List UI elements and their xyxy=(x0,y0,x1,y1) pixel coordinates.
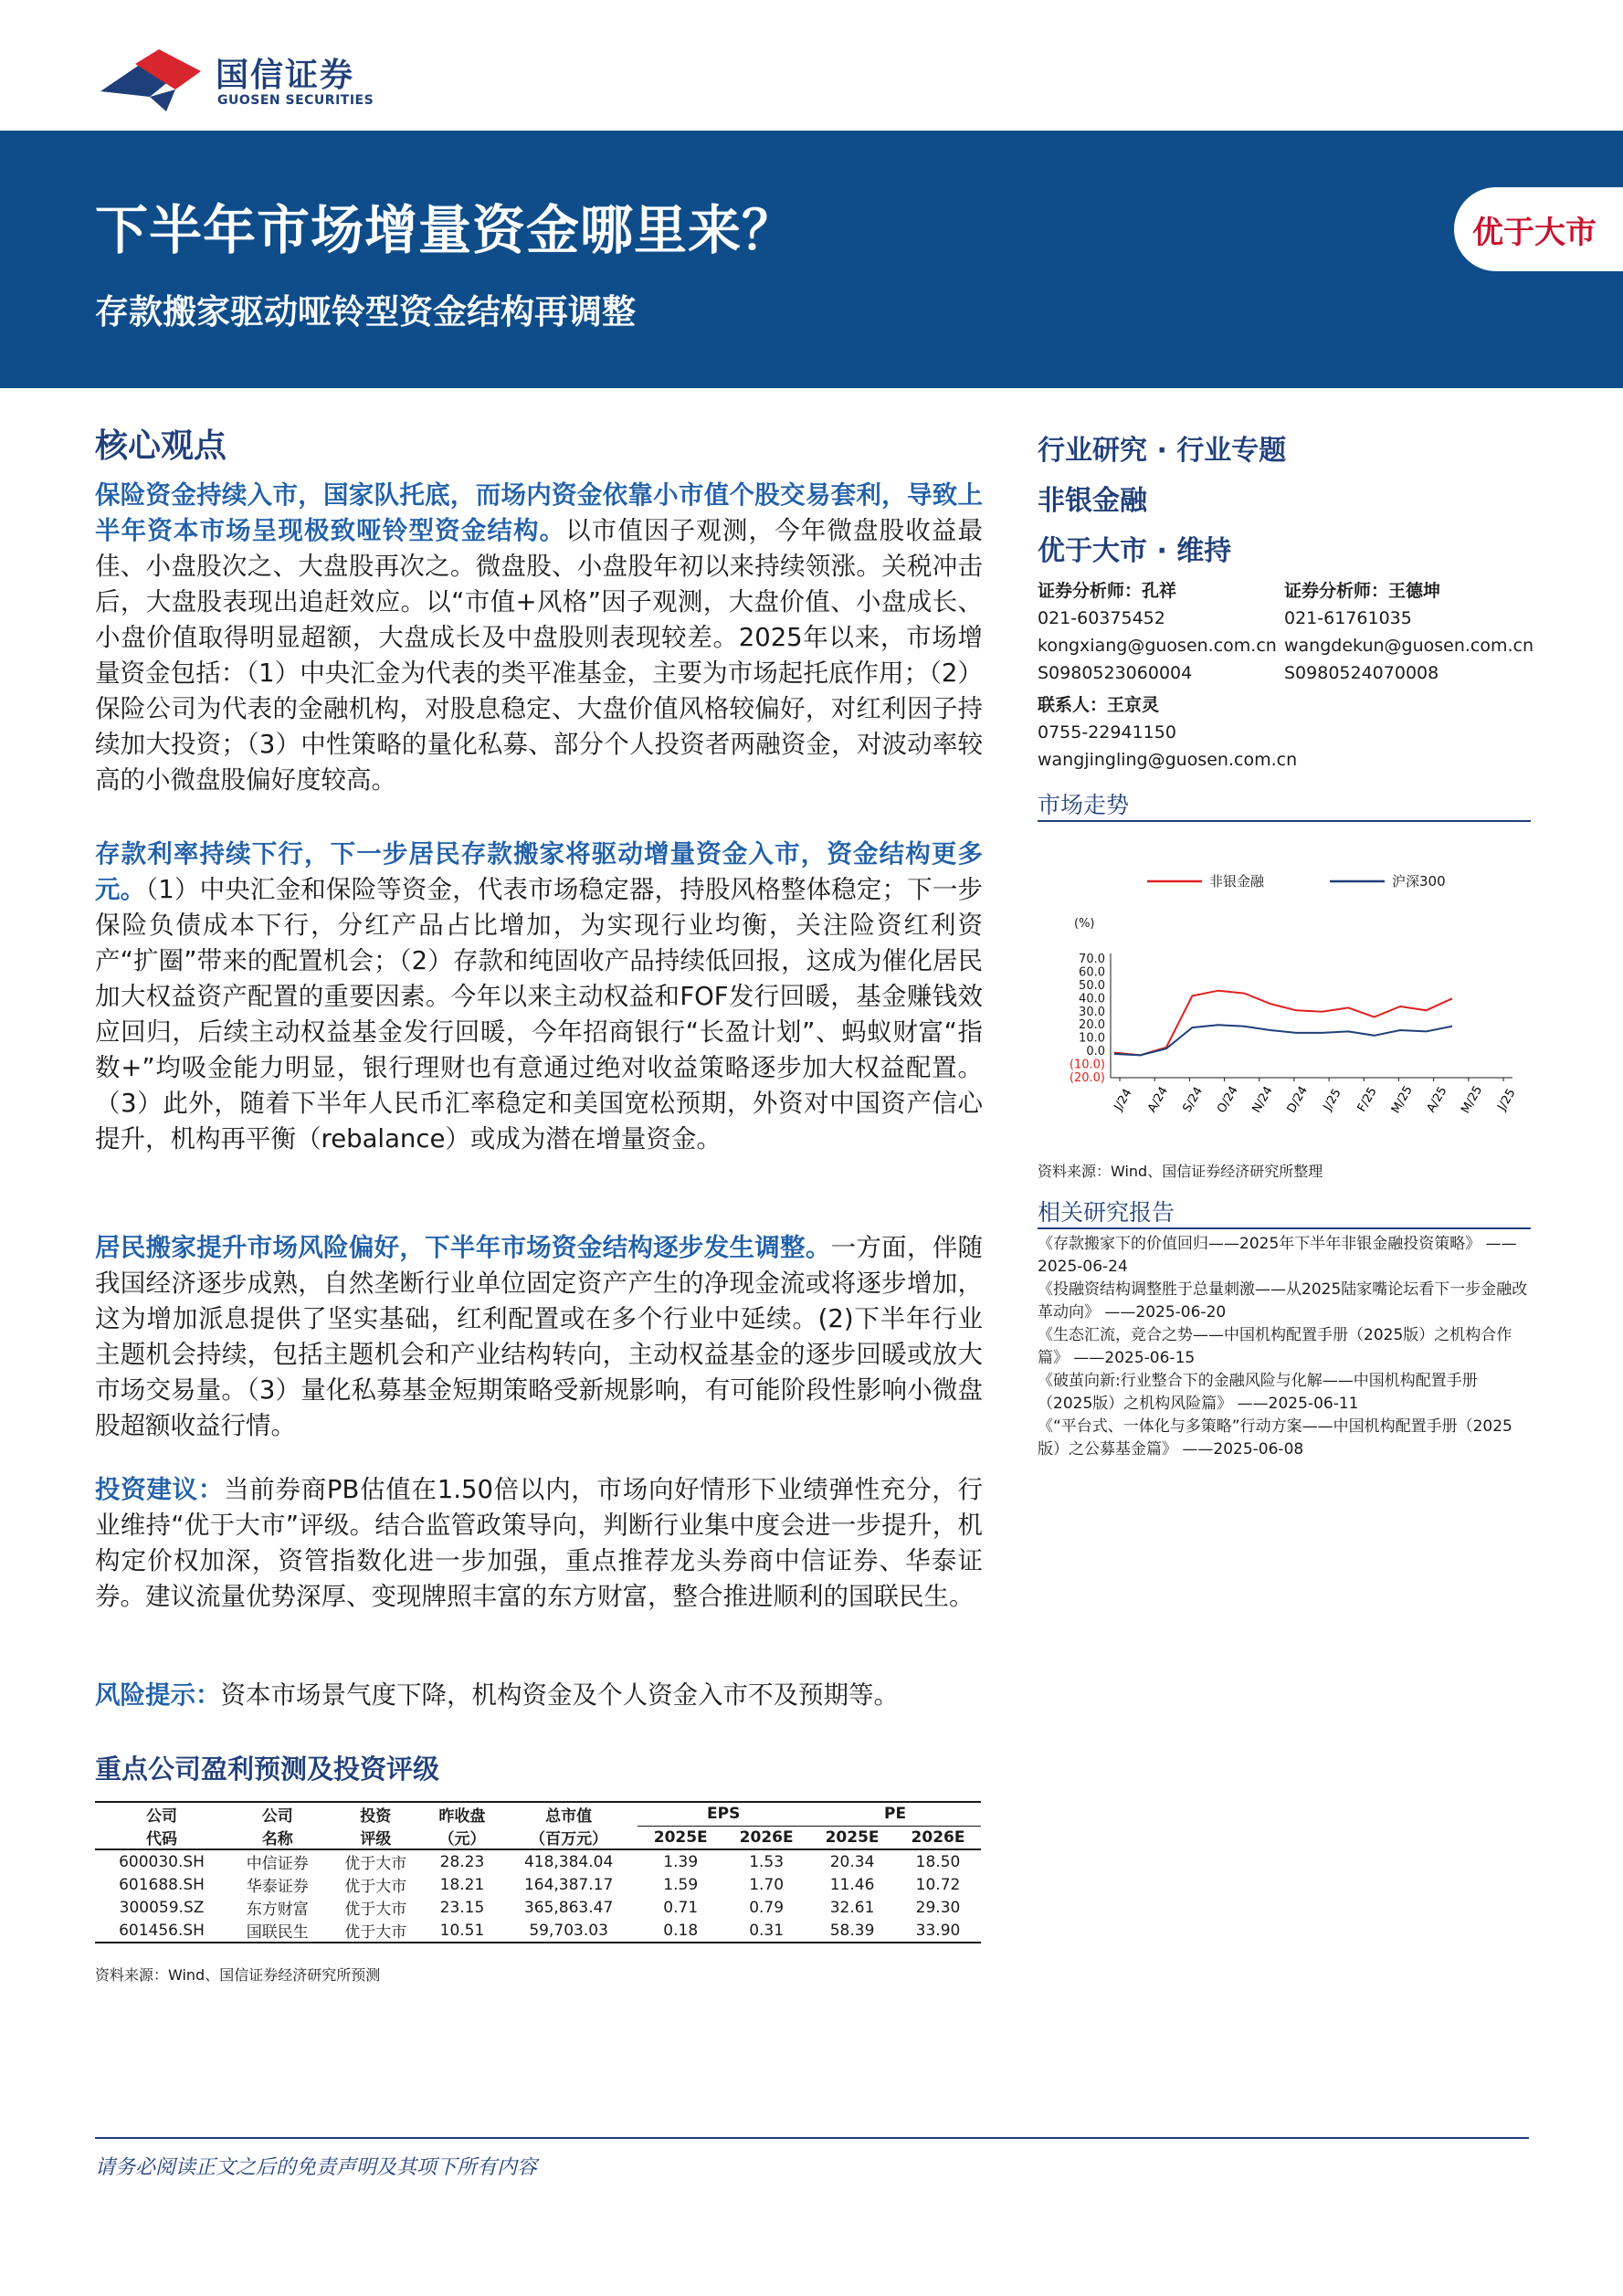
paragraph-3-text: 一方面，伴随我国经济逐步成熟，自然垄断行业单位固定资产产生的净现金流或将逐步增加，这为增加派息提供了坚实基础，红利配置或在多个行业中延续。(2)下半年行业主题机会持续，包括主题机会和产业结构转向，主动权益基金的逐步回暖或放大市场交易量。（3）量化私募基金短期策略受新规影响，有可能阶段性影响小微盘股超额收益行情。 xyxy=(95,1233,984,1440)
paragraph-4 xyxy=(95,1472,983,1615)
y-unit-label: (%) xyxy=(1074,917,1095,931)
report-subtitle: 存款搬家驱动哑铃型资金结构再调整 xyxy=(95,292,636,332)
table-cell: 0.31 xyxy=(749,1921,785,1940)
x-tick-label: A/24 xyxy=(1145,1084,1172,1115)
paragraph-5-highlight: 风险提示： xyxy=(95,1680,221,1710)
table-cell: 优于大市 xyxy=(344,1878,407,1896)
x-tick-label: M/25 xyxy=(1459,1083,1486,1116)
y-tick-label: 70.0 xyxy=(1079,953,1105,966)
paragraph-1-text: 以市值因子观测，今年微盘股收益最佳、小盘股次之、大盘股再次之。微盘股、小盘股年初以来持续领涨。关税冲击后，大盘股表现出追赶效应。以“市值+风格”因子观测，大盘价值、小盘成长、小盘价值取得明显超额，大盘成长及中盘股则表现较差。2025年以来，市场增量资金包括：（1）中央汇金为代表的类平准基金，主要为市场起托底作用；（2）保险公司为代表的金融机构，对股息稳定、大盘价值风格较偏好，对红利因子持续加大投资；（3）中性策略的量化私募、部分个人投资者两融资金，对波动率较高的小微盘股偏好度较高。 xyxy=(95,516,984,795)
table-cell: 1.59 xyxy=(663,1875,699,1894)
paragraph-2-text: （1）中央汇金和保险等资金，代表市场稳定器，持股风格整体稳定；下一步保险负债成本下行，分红产品占比增加，为实现行业均衡，关注险资红利资产“扩圈”带来的配置机会；（2）存款和纯固收产品持续低回报，这成为催化居民加大权益资产配置的重要因素。今年以来主动权益和FOF发行回暖，基金赚钱效应回归，后续主动权益基金发行回暖，今年招商银行“长盈计划”、蚂蚁财富“指数+”均吸金能力明显，银行理财也有意通过绝对收益策略逐步加大权益配置。（3）此外，随着下半年人民币汇率稳定和美国宽松预期，外资对中国资产信心提升，机构再平衡（rebalance）或成为潜在增量资金。 xyxy=(95,875,984,1153)
related-report-item[interactable]: 《破茧向新:行业整合下的金融风险与化解——中国机构配置手册（2025版）之机构风险篇》 ——2025-06-11 xyxy=(1038,1372,1478,1413)
paragraph-4-highlight: 投资建议： xyxy=(95,1475,225,1504)
th-rating: 投资 评级 xyxy=(360,1807,392,1848)
table-cell: 418,384.04 xyxy=(523,1852,614,1871)
th-mcap: 总市值 （百万元） xyxy=(530,1807,608,1848)
related-report-item[interactable]: 《“平台式、一体化与多策略”行动方案——中国机构配置手册（2025版）之公募基金篇》 ——2025-06-08 xyxy=(1038,1417,1512,1459)
analyst-1-label: 证券分析师：孔祥 xyxy=(1038,581,1177,601)
title-banner xyxy=(0,131,1623,388)
table-source: 资料来源：Wind、国信证券经济研究所预测 xyxy=(95,1966,381,1984)
table-row xyxy=(95,1873,981,1896)
analyst-2-email[interactable]: wangdekun@guosen.com.cn xyxy=(1284,636,1534,656)
x-tick-label: O/24 xyxy=(1215,1084,1241,1116)
contact-label: 联系人：王京灵 xyxy=(1038,695,1160,715)
series-line xyxy=(1114,1025,1452,1055)
th-eps-2026: 2026E xyxy=(739,1827,794,1847)
contact-email[interactable]: wangjingling@guosen.com.cn xyxy=(1038,750,1298,770)
paragraph-2 xyxy=(95,837,983,1157)
table-cell: 中信证券 xyxy=(246,1855,309,1873)
legend-label: 沪深300 xyxy=(1392,873,1446,890)
table-cell: 1.53 xyxy=(749,1852,785,1871)
table-cell: 18.21 xyxy=(439,1875,485,1894)
x-tick-label: J/25 xyxy=(1321,1086,1344,1113)
table-cell: 国联民生 xyxy=(246,1923,309,1942)
y-tick-label: 50.0 xyxy=(1079,978,1105,993)
table-cell: 优于大市 xyxy=(344,1923,407,1942)
logo-text-en: GUOSEN SECURITIES xyxy=(217,93,374,108)
analyst-1-phone: 021-60375452 xyxy=(1038,608,1165,628)
related-report-item[interactable]: 《存款搬家下的价值回归——2025年下半年非银金融投资策略》 ——2025-06-24 xyxy=(1038,1235,1517,1276)
related-report-item[interactable]: 《投融资结构调整胜于总量刺激——从2025陆家嘴论坛看下一步金融改革动向》 ——2025-06-20 xyxy=(1038,1280,1528,1322)
table-cell: 33.90 xyxy=(915,1921,961,1940)
table-cell: 58.39 xyxy=(829,1921,875,1940)
th-name: 公司 名称 xyxy=(261,1807,293,1848)
th-code: 公司 代码 xyxy=(146,1807,178,1848)
x-tick-label: A/25 xyxy=(1424,1084,1450,1115)
table-cell: 1.39 xyxy=(663,1852,699,1871)
table-cell: 32.61 xyxy=(829,1898,875,1917)
x-tick-label: D/24 xyxy=(1284,1084,1312,1116)
industry-name: 非银金融 xyxy=(1038,485,1147,517)
report-title: 下半年市场增量资金哪里来？ xyxy=(95,199,796,261)
table-cell: 365,863.47 xyxy=(523,1898,614,1917)
paragraph-3-highlight: 居民搬家提升市场风险偏好，下半年市场资金结构逐步发生调整。 xyxy=(95,1233,831,1262)
rating-tag-label: 优于大市 xyxy=(1472,215,1597,251)
table-cell: 601456.SH xyxy=(119,1921,205,1940)
table-cell: 东方财富 xyxy=(246,1901,309,1919)
table-cell: 10.51 xyxy=(439,1921,485,1940)
table-cell: 601688.SH xyxy=(119,1875,205,1894)
table-cell: 0.18 xyxy=(663,1921,699,1940)
table-title: 重点公司盈利预测及投资评级 xyxy=(95,1754,440,1785)
analyst-2-phone: 021-61761035 xyxy=(1284,608,1412,628)
table-cell: 29.30 xyxy=(915,1898,961,1917)
industry-rating: 优于大市 · 维持 xyxy=(1038,535,1232,567)
table-cell: 164,387.17 xyxy=(523,1875,614,1894)
analyst-2-cert: S0980524070008 xyxy=(1284,663,1439,683)
series-line xyxy=(1114,991,1452,1056)
table-cell: 300059.SZ xyxy=(119,1898,205,1917)
footer-disclaimer: 请务必阅读正文之后的免责声明及其项下所有内容 xyxy=(95,2156,538,2179)
th-pe-2025: 2025E xyxy=(825,1827,880,1847)
y-tick-label: (20.0) xyxy=(1069,1071,1105,1085)
paragraph-5-text: 资本市场景气度下降，机构资金及个人资金入市不及预期等。 xyxy=(220,1680,899,1710)
analyst-2-label: 证券分析师：王德坤 xyxy=(1284,581,1441,601)
table-cell: 10.72 xyxy=(915,1875,961,1894)
paragraph-3 xyxy=(95,1230,983,1444)
logo-text-cn: 国信证券 xyxy=(216,57,355,94)
y-tick-label: 10.0 xyxy=(1079,1031,1105,1046)
y-tick-label: 20.0 xyxy=(1079,1018,1105,1033)
y-tick-label: 0.0 xyxy=(1086,1045,1105,1059)
related-heading: 相关研究报告 xyxy=(1038,1195,1531,1229)
y-tick-label: (10.0) xyxy=(1069,1058,1105,1072)
analyst-2 xyxy=(1284,577,1534,687)
th-pe: PE xyxy=(809,1802,981,1826)
table-cell: 华泰证券 xyxy=(246,1878,309,1896)
th-pe-2026: 2026E xyxy=(911,1827,965,1847)
rating-tag xyxy=(1454,187,1623,271)
table-cell: 600030.SH xyxy=(119,1852,205,1871)
contact xyxy=(1038,691,1312,774)
logo-mark-icon xyxy=(99,44,208,117)
paragraph-1-highlight: 保险资金持续入市，国家队托底，而场内资金依靠小市值个股交易套利，导致上半年资本市场呈现极致哑铃型资金结构。 xyxy=(95,480,983,545)
th-close: 昨收盘 （元） xyxy=(438,1807,486,1848)
paragraph-1 xyxy=(95,478,983,798)
th-eps: EPS xyxy=(638,1802,809,1826)
paragraph-2-highlight: 存款利率持续下行，下一步居民存款搬家将驱动增量资金入市，资金结构更多元。 xyxy=(95,839,983,904)
th-eps-2025: 2025E xyxy=(653,1827,708,1847)
table-cell: 18.50 xyxy=(915,1852,961,1871)
related-reports xyxy=(1038,1233,1531,1461)
paragraph-5 xyxy=(95,1678,983,1713)
x-tick-label: M/25 xyxy=(1388,1083,1416,1116)
x-tick-label: F/25 xyxy=(1354,1085,1380,1115)
table-row xyxy=(95,1896,981,1919)
table-cell: 20.34 xyxy=(829,1852,875,1871)
table-cell: 23.15 xyxy=(439,1898,485,1917)
analyst-1-email[interactable]: kongxiang@guosen.com.cn xyxy=(1038,636,1277,656)
core-heading: 核心观点 xyxy=(95,427,227,465)
footer-divider xyxy=(95,2137,1529,2139)
analyst-1-cert: S0980523060004 xyxy=(1038,663,1193,683)
contact-phone: 0755-22941150 xyxy=(1038,722,1176,743)
chart-source: 资料来源：Wind、国信证券经济研究所整理 xyxy=(1038,1163,1323,1180)
table-row xyxy=(95,1849,981,1873)
x-tick-label: N/24 xyxy=(1249,1084,1276,1116)
y-tick-label: 40.0 xyxy=(1079,992,1105,1006)
y-tick-label: 60.0 xyxy=(1079,965,1105,980)
table-cell: 0.79 xyxy=(749,1898,785,1917)
table-cell: 优于大市 xyxy=(344,1855,407,1873)
forecast-table xyxy=(95,1801,981,1943)
y-tick-label: 30.0 xyxy=(1079,1005,1105,1019)
x-tick-label: S/24 xyxy=(1180,1084,1207,1115)
table-row xyxy=(95,1919,981,1943)
paragraph-4-text: 当前券商PB估值在1.50倍以内，市场向好情形下业绩弹性充分，行业维持“优于大市”评级。结合监管政策导向，判断行业集中度会进一步提升，机构定价权加深，资管指数化进一步加强，重点推荐龙头券商中信证券、华泰证券。建议流量优势深厚、变现牌照丰富的东方财富，整合推进顺利的国联民生。 xyxy=(95,1475,984,1611)
table-cell: 59,703.03 xyxy=(529,1921,608,1940)
x-tick-label: J/24 xyxy=(1112,1086,1135,1113)
table-cell: 1.70 xyxy=(749,1875,785,1894)
company-logo xyxy=(99,44,391,117)
table-cell: 0.71 xyxy=(663,1898,699,1917)
legend-label: 非银金融 xyxy=(1209,873,1265,890)
market-heading: 市场走势 xyxy=(1038,787,1531,822)
market-chart xyxy=(1038,854,1531,1151)
x-tick-label: J/25 xyxy=(1495,1086,1519,1113)
related-report-item[interactable]: 《生态汇流，竞合之势——中国机构配置手册（2025版）之机构合作篇》 ——2025-06-15 xyxy=(1038,1326,1512,1367)
analyst-1 xyxy=(1038,577,1277,687)
table-cell: 28.23 xyxy=(439,1852,485,1871)
table-cell: 11.46 xyxy=(829,1875,875,1894)
report-type: 行业研究 · 行业专题 xyxy=(1038,435,1287,467)
table-cell: 优于大市 xyxy=(344,1901,407,1919)
